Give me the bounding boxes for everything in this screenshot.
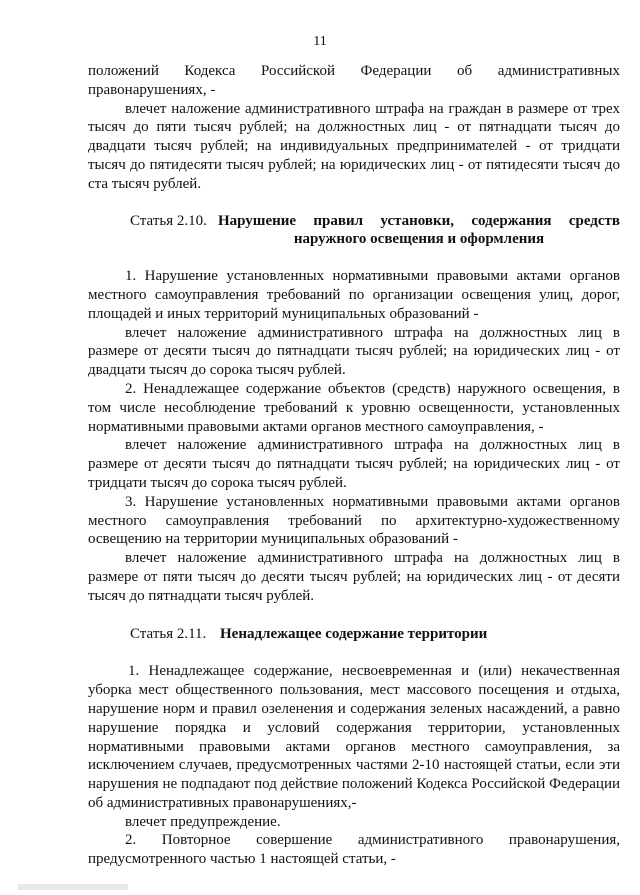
article-title: Ненадлежащее содержание территории	[220, 625, 488, 642]
article-heading-2-11	[88, 625, 620, 644]
paragraph-part-2: 2. Ненадлежащее содержание объектов (средств) наружного освещения, в том числе несоблюдение требований к уровню освещенности, установленных нормативными правовыми актами органов местного самоуправления, -	[88, 380, 620, 435]
spacer	[88, 249, 620, 267]
article-title: Нарушение правил установки, содержания средств наружного освещения и оформления	[218, 212, 620, 248]
spacer	[88, 194, 620, 212]
paragraph-continuation: положений Кодекса Российской Федерации об административных правонарушениях, -	[88, 63, 620, 98]
document-body	[88, 62, 620, 869]
page-number: 11	[313, 34, 327, 49]
paragraph-penalty: влечет наложение административного штрафа на должностных лиц в размере от десяти тысяч до пятнадцати тысяч рублей; на юридических лиц - от тридцати тысяч до сорока тысяч рублей.	[88, 437, 620, 491]
paragraph-part-3: 3. Нарушение установленных нормативными правовыми актами органов местного самоуправления требований по архитектурно-художественному освещению на территории муниципальных образований -	[88, 493, 620, 548]
article-label: Статья 2.11.	[130, 625, 207, 642]
paragraph-part-1: 1. Ненадлежащее содержание, несвоевременная и (или) некачественная уборка мест общественного пользования, мест массового посещения и отдыха, нарушение норм и правил озеленения и содержания зеленых насаждений, а равно нарушение порядка и условий содержания территории, установленных нормативными правовыми актами органов местного самоуправления, за исключением случаев, предусмотренных частями 2-10 настоящей статьи, если эти нарушения не подпадают под действие положений Кодекса Российской Федерации об административных правонарушениях,-	[88, 663, 620, 811]
paragraph-part-2: 2. Повторное совершение административного правонарушения, предусмотренного частью 1 настоящей статьи, -	[88, 832, 620, 868]
scan-artifact	[18, 884, 128, 890]
paragraph-penalty: влечет наложение административного штрафа на граждан в размере от трех тысяч до пяти тысяч рублей; на должностных лиц - от пятнадцати тысяч до двадцати тысяч рублей; на индивидуальных предпринимателей - от тридцати тысяч до пятидесяти тысяч рублей; на юридических лиц - от пятидесяти тысяч до ста тысяч рублей.	[88, 100, 620, 192]
paragraph-part-1: 1. Нарушение установленных нормативными правовыми актами органов местного самоуправления требований по организации освещения улиц, дорог, площадей и иных территорий муниципальных образований -	[88, 268, 620, 322]
spacer	[88, 606, 620, 625]
article-label: Статья 2.10.	[130, 212, 207, 229]
paragraph-penalty: влечет наложение административного штрафа на должностных лиц в размере от пяти тысяч до десяти тысяч рублей; на юридических лиц - от десяти тысяч до пятнадцати тысяч рублей.	[88, 550, 620, 604]
article-heading-2-10	[88, 212, 620, 250]
paragraph-penalty: влечет наложение административного штрафа на должностных лиц в размере от десяти тысяч до пятнадцати тысяч рублей; на юридических лиц - от двадцати тысяч до сорока тысяч рублей.	[88, 324, 620, 379]
spacer	[88, 643, 620, 662]
paragraph-penalty: влечет предупреждение.	[125, 813, 281, 830]
